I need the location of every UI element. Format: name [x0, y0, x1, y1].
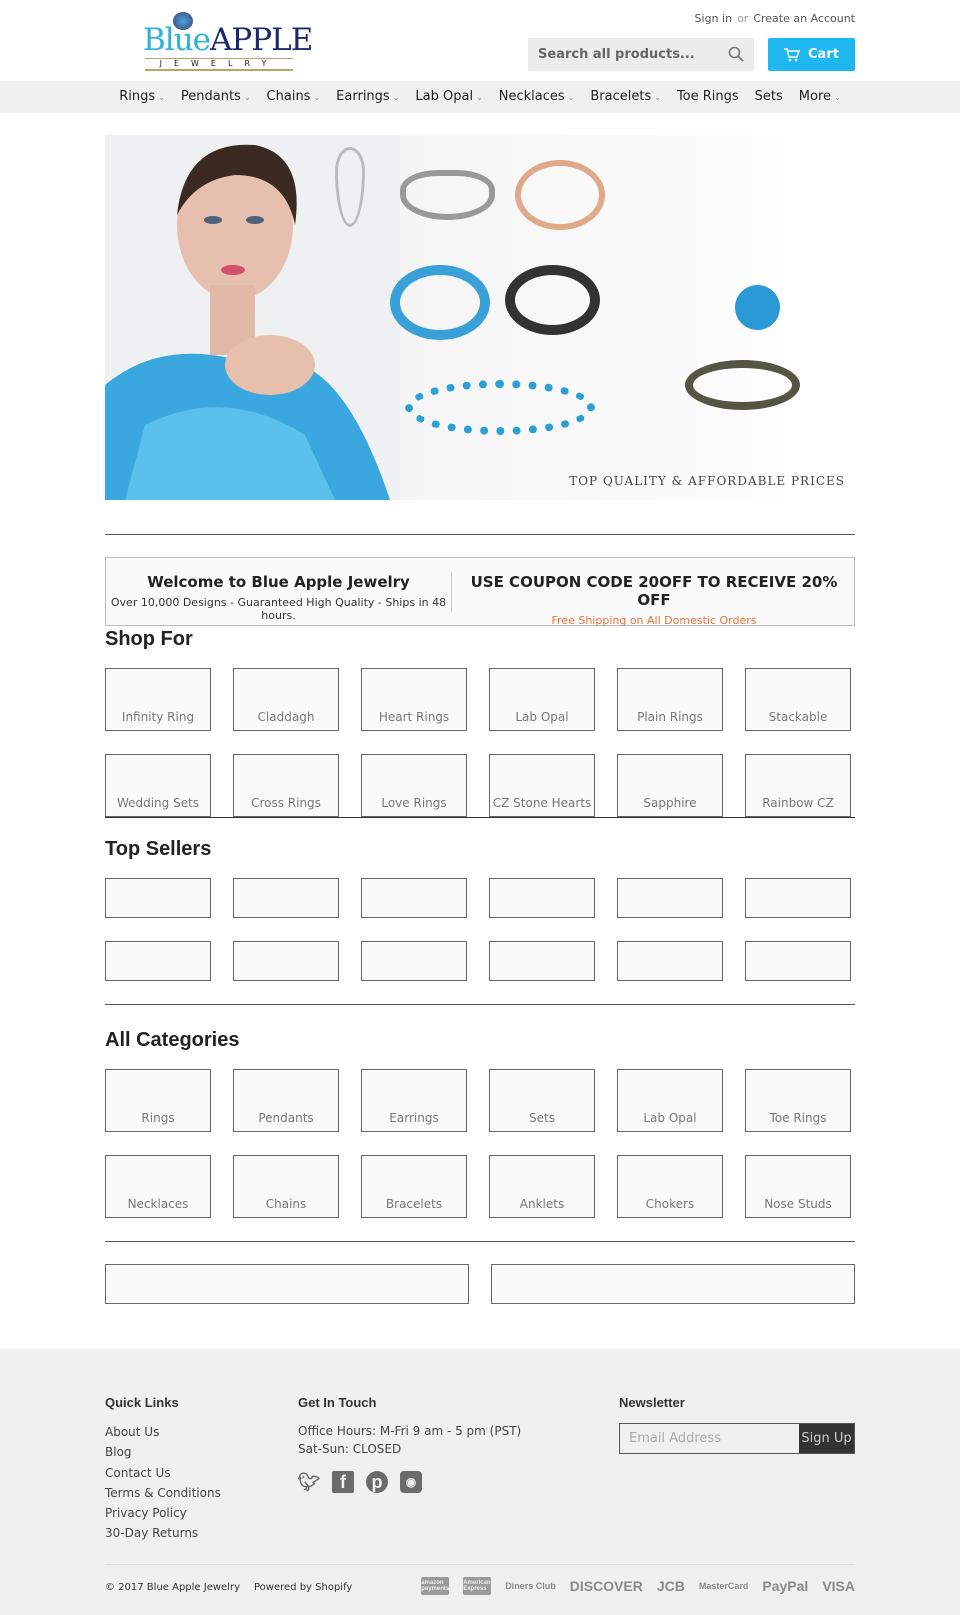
bracelet-image	[405, 380, 595, 435]
category-tile[interactable]: Claddagh	[233, 668, 339, 731]
chevron-down-icon: ⌄	[654, 93, 661, 102]
top-sellers-heading: Top Sellers	[105, 838, 212, 860]
product-tile[interactable]	[745, 878, 851, 918]
nav-item-label: Lab Opal	[415, 89, 474, 104]
category-tile[interactable]: Infinity Ring	[105, 668, 211, 731]
coupon-text: USE COUPON CODE 20OFF TO RECEIVE 20% OFF	[470, 573, 838, 609]
all-categories-grid	[105, 1069, 855, 1218]
quick-links	[105, 1422, 221, 1544]
cart-button[interactable]	[768, 38, 855, 71]
weekend-hours: Sat-Sun: CLOSED	[298, 1442, 402, 1456]
ring-image	[400, 170, 495, 220]
hero-banner[interactable]	[105, 135, 855, 500]
header	[0, 0, 960, 81]
newsletter-form	[619, 1423, 855, 1454]
nav-item-label: Chains	[266, 89, 311, 104]
divider	[105, 1564, 855, 1565]
welcome-subtitle: Over 10,000 Designs - Guaranteed High Quality - Ships in 48 hours.	[110, 596, 447, 622]
cart-icon	[784, 48, 800, 62]
sign-in-link[interactable]: Sign in	[694, 12, 733, 25]
category-tile[interactable]: Chains	[233, 1155, 339, 1218]
category-tile[interactable]: Lab Opal	[489, 668, 595, 731]
nav-item-label: More	[798, 89, 832, 104]
newsletter-heading: Newsletter	[619, 1395, 685, 1410]
nav-item-pendants[interactable]	[173, 81, 259, 113]
account-links	[695, 12, 855, 25]
nav-item-earrings[interactable]	[328, 81, 407, 113]
category-tile[interactable]: Rainbow CZ	[745, 754, 851, 817]
footer-link[interactable]: Privacy Policy	[105, 1506, 187, 1521]
chevron-down-icon: ⌄	[158, 93, 165, 102]
search-icon[interactable]	[728, 46, 744, 62]
claddagh-ring-image	[505, 265, 600, 335]
footer-link[interactable]: Terms & Conditions	[105, 1485, 221, 1500]
earrings-image	[735, 285, 780, 330]
product-tile[interactable]	[361, 941, 467, 981]
welcome-title: Welcome to Blue Apple Jewelry	[147, 573, 410, 591]
payment-icon-american-express: American Express	[463, 1577, 491, 1595]
category-tile[interactable]: CZ Stone Hearts	[489, 754, 595, 817]
product-tile[interactable]	[233, 878, 339, 918]
create-account-link[interactable]: Create an Account	[753, 12, 855, 25]
category-tile[interactable]: Stackable	[745, 668, 851, 731]
top-sellers-grid	[105, 878, 855, 981]
payment-icon-jcb: JCB	[656, 1578, 685, 1594]
product-tile[interactable]	[745, 941, 851, 981]
product-tile[interactable]	[233, 941, 339, 981]
chevron-down-icon: ⌄	[392, 93, 400, 102]
footer-link[interactable]: Contact Us	[105, 1465, 171, 1480]
category-tile[interactable]: Love Rings	[361, 754, 467, 817]
quick-links-heading: Quick Links	[105, 1395, 179, 1410]
divider	[105, 817, 855, 818]
category-tile[interactable]: Earrings	[361, 1069, 467, 1132]
nav-item-chains[interactable]	[259, 81, 329, 113]
nav-item-lab-opal[interactable]	[407, 81, 490, 113]
search-input[interactable]	[528, 38, 718, 71]
product-tile[interactable]	[361, 878, 467, 918]
payment-icon-amazon-payments: amazon payments	[421, 1577, 449, 1595]
category-tile[interactable]: Nose Studs	[745, 1155, 851, 1218]
product-tile[interactable]	[105, 941, 211, 981]
footer	[0, 1349, 960, 1615]
stack-rings-image	[685, 360, 800, 410]
copyright: © 2017 Blue Apple Jewelry	[105, 1582, 240, 1593]
category-tile[interactable]: Sapphire	[617, 754, 723, 817]
category-tile[interactable]: Chokers	[617, 1155, 723, 1218]
nav-item-bracelets[interactable]	[582, 81, 669, 113]
facebook-icon[interactable]: f	[332, 1471, 354, 1493]
divider	[105, 1241, 855, 1242]
category-tile[interactable]: Toe Rings	[745, 1069, 851, 1132]
main-nav	[0, 81, 960, 113]
welcome-box	[105, 557, 855, 626]
payment-icon-diners-club: Diners Club	[505, 1581, 556, 1591]
product-tile[interactable]	[489, 941, 595, 981]
banner-tagline: TOP QUALITY & AFFORDABLE PRICES	[569, 474, 845, 488]
opal-ring-image	[515, 160, 605, 230]
promo-banner-right[interactable]	[491, 1264, 855, 1304]
search-box	[528, 38, 754, 71]
social-links	[298, 1471, 422, 1493]
payment-icon-paypal: PayPal	[762, 1578, 809, 1594]
nav-item-toe-rings[interactable]	[669, 81, 747, 113]
nav-item-label: Necklaces	[498, 89, 565, 104]
powered-by-link[interactable]: Powered by Shopify	[254, 1582, 353, 1593]
logo-text: Blue	[143, 22, 211, 58]
contact-heading: Get In Touch	[298, 1395, 377, 1410]
product-tile[interactable]	[489, 878, 595, 918]
nav-item-label: Toe Rings	[676, 89, 739, 104]
promo-banner-left[interactable]	[105, 1264, 469, 1304]
nav-item-label: Earrings	[336, 89, 390, 104]
cart-label: Cart	[808, 47, 839, 62]
nav-item-label: Pendants	[180, 89, 241, 104]
sign-up-button[interactable]: Sign Up	[799, 1424, 854, 1453]
category-tile[interactable]: Heart Rings	[361, 668, 467, 731]
logo[interactable]	[143, 12, 313, 72]
shipping-text: Free Shipping on All Domestic Orders	[551, 614, 757, 627]
category-tile[interactable]: Lab Opal	[617, 1069, 723, 1132]
payment-icon-discover: DISCOVER	[569, 1578, 643, 1594]
category-tile[interactable]: Rings	[105, 1069, 211, 1132]
footer-link[interactable]: Blog	[105, 1445, 132, 1460]
payment-icon-mastercard: MasterCard	[698, 1581, 749, 1591]
pinterest-icon[interactable]: p	[366, 1471, 388, 1493]
chevron-down-icon: ⌄	[313, 93, 321, 102]
nav-item-necklaces[interactable]	[491, 81, 583, 113]
chevron-down-icon: ⌄	[567, 93, 575, 102]
footer-link[interactable]: About Us	[105, 1425, 160, 1439]
category-tile[interactable]: Sets	[489, 1069, 595, 1132]
shop-for-grid	[105, 668, 855, 817]
nav-item-label: Sets	[754, 89, 783, 104]
email-input[interactable]	[620, 1424, 799, 1453]
all-categories-heading: All Categories	[105, 1029, 240, 1051]
logo-subtitle: JEWELRY	[145, 58, 293, 71]
nav-item-label: Bracelets	[590, 89, 652, 104]
chevron-down-icon: ⌄	[476, 93, 483, 102]
nav-item-more[interactable]	[791, 81, 849, 113]
divider	[105, 1004, 855, 1005]
shop-for-heading: Shop For	[105, 628, 193, 650]
product-tile[interactable]	[105, 878, 211, 918]
nav-item-sets[interactable]	[747, 81, 791, 113]
category-tile[interactable]: Wedding Sets	[105, 754, 211, 817]
category-tile[interactable]: Necklaces	[105, 1155, 211, 1218]
category-tile[interactable]: Plain Rings	[617, 668, 723, 731]
office-hours: Office Hours: M-Fri 9 am - 5 pm (PST)	[298, 1424, 522, 1438]
twitter-icon[interactable]: 🐦︎	[297, 1471, 321, 1492]
payment-icon-visa: VISA	[822, 1578, 855, 1594]
chevron-down-icon: ⌄	[834, 93, 841, 102]
footer-link[interactable]: 30-Day Returns	[105, 1526, 199, 1541]
blue-ring-image	[390, 265, 490, 340]
logo-text-apple: APPLE	[210, 22, 313, 58]
divider	[105, 534, 855, 535]
product-tile[interactable]	[617, 878, 723, 918]
instagram-icon[interactable]: ◉	[400, 1471, 422, 1493]
category-tile[interactable]: Bracelets	[361, 1155, 467, 1218]
nav-item-label: Rings	[119, 89, 156, 104]
nav-item-rings[interactable]	[111, 81, 173, 113]
category-tile[interactable]: Pendants	[233, 1069, 339, 1132]
payment-icons	[421, 1577, 855, 1595]
product-tile[interactable]	[617, 941, 723, 981]
category-tile[interactable]: Anklets	[489, 1155, 595, 1218]
or-text: or	[737, 12, 749, 25]
chevron-down-icon: ⌄	[243, 93, 251, 102]
category-tile[interactable]: Cross Rings	[233, 754, 339, 817]
